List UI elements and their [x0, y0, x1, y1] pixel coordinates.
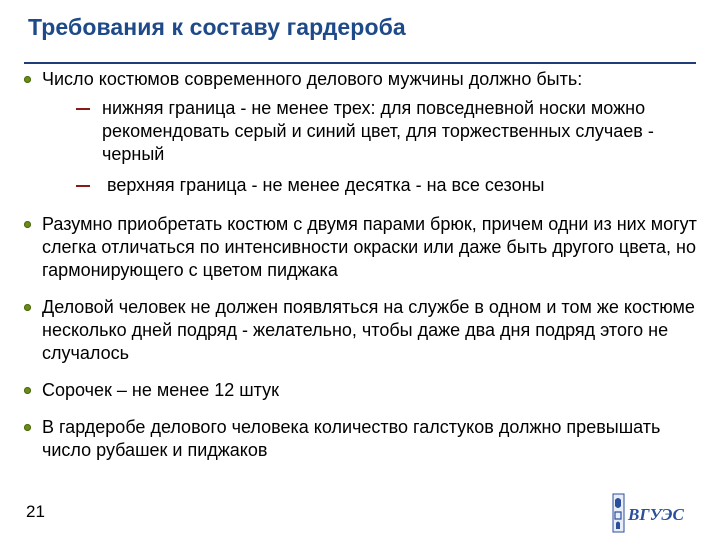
page-number: 21 [26, 502, 45, 521]
slide-title: Требования к составу гардероба [28, 14, 406, 40]
bullet-icon [24, 387, 31, 394]
logo-text: ВГУЭС [628, 505, 684, 524]
title-divider [24, 62, 696, 64]
sub-item [42, 97, 700, 166]
bullet-item [24, 68, 700, 197]
bullet-icon [24, 304, 31, 311]
sub-item-text: верхняя граница - не менее десятка - на все сезоны [102, 175, 545, 195]
bullet-item [24, 296, 700, 365]
sub-list [42, 97, 700, 197]
bullet-text: Число костюмов современного делового мужчины должно быть: [42, 69, 583, 89]
sub-item-text: нижняя граница - не менее трех: для повседневной носки можно рекомендовать серый и синий цвет, для торжественных случаев - черный [102, 98, 654, 164]
bullet-item [24, 213, 700, 282]
bullet-text: Сорочек – не менее 12 штук [42, 380, 279, 400]
bullet-text: Деловой человек не должен появляться на службе в одном и том же костюме несколько дней подряд - желательно, чтобы даже два дня подряд этого не случалось [42, 297, 695, 363]
bullet-icon [24, 76, 31, 83]
bullet-item [24, 379, 700, 402]
sub-item [42, 174, 700, 197]
university-logo-icon [612, 492, 686, 534]
dash-icon [76, 185, 90, 187]
bullet-item [24, 416, 700, 462]
bullet-text: В гардеробе делового человека количество галстуков должно превышать число рубашек и пиджаков [42, 417, 661, 460]
dash-icon [76, 108, 90, 110]
bullet-icon [24, 221, 31, 228]
bullet-text: Разумно приобретать костюм с двумя парами брюк, причем одни из них могут слегка отличаться по интенсивности окраски или даже быть другого цвета, но гармонирующего с цветом пиджака [42, 214, 697, 280]
bullet-icon [24, 424, 31, 431]
bullet-list [24, 68, 700, 476]
